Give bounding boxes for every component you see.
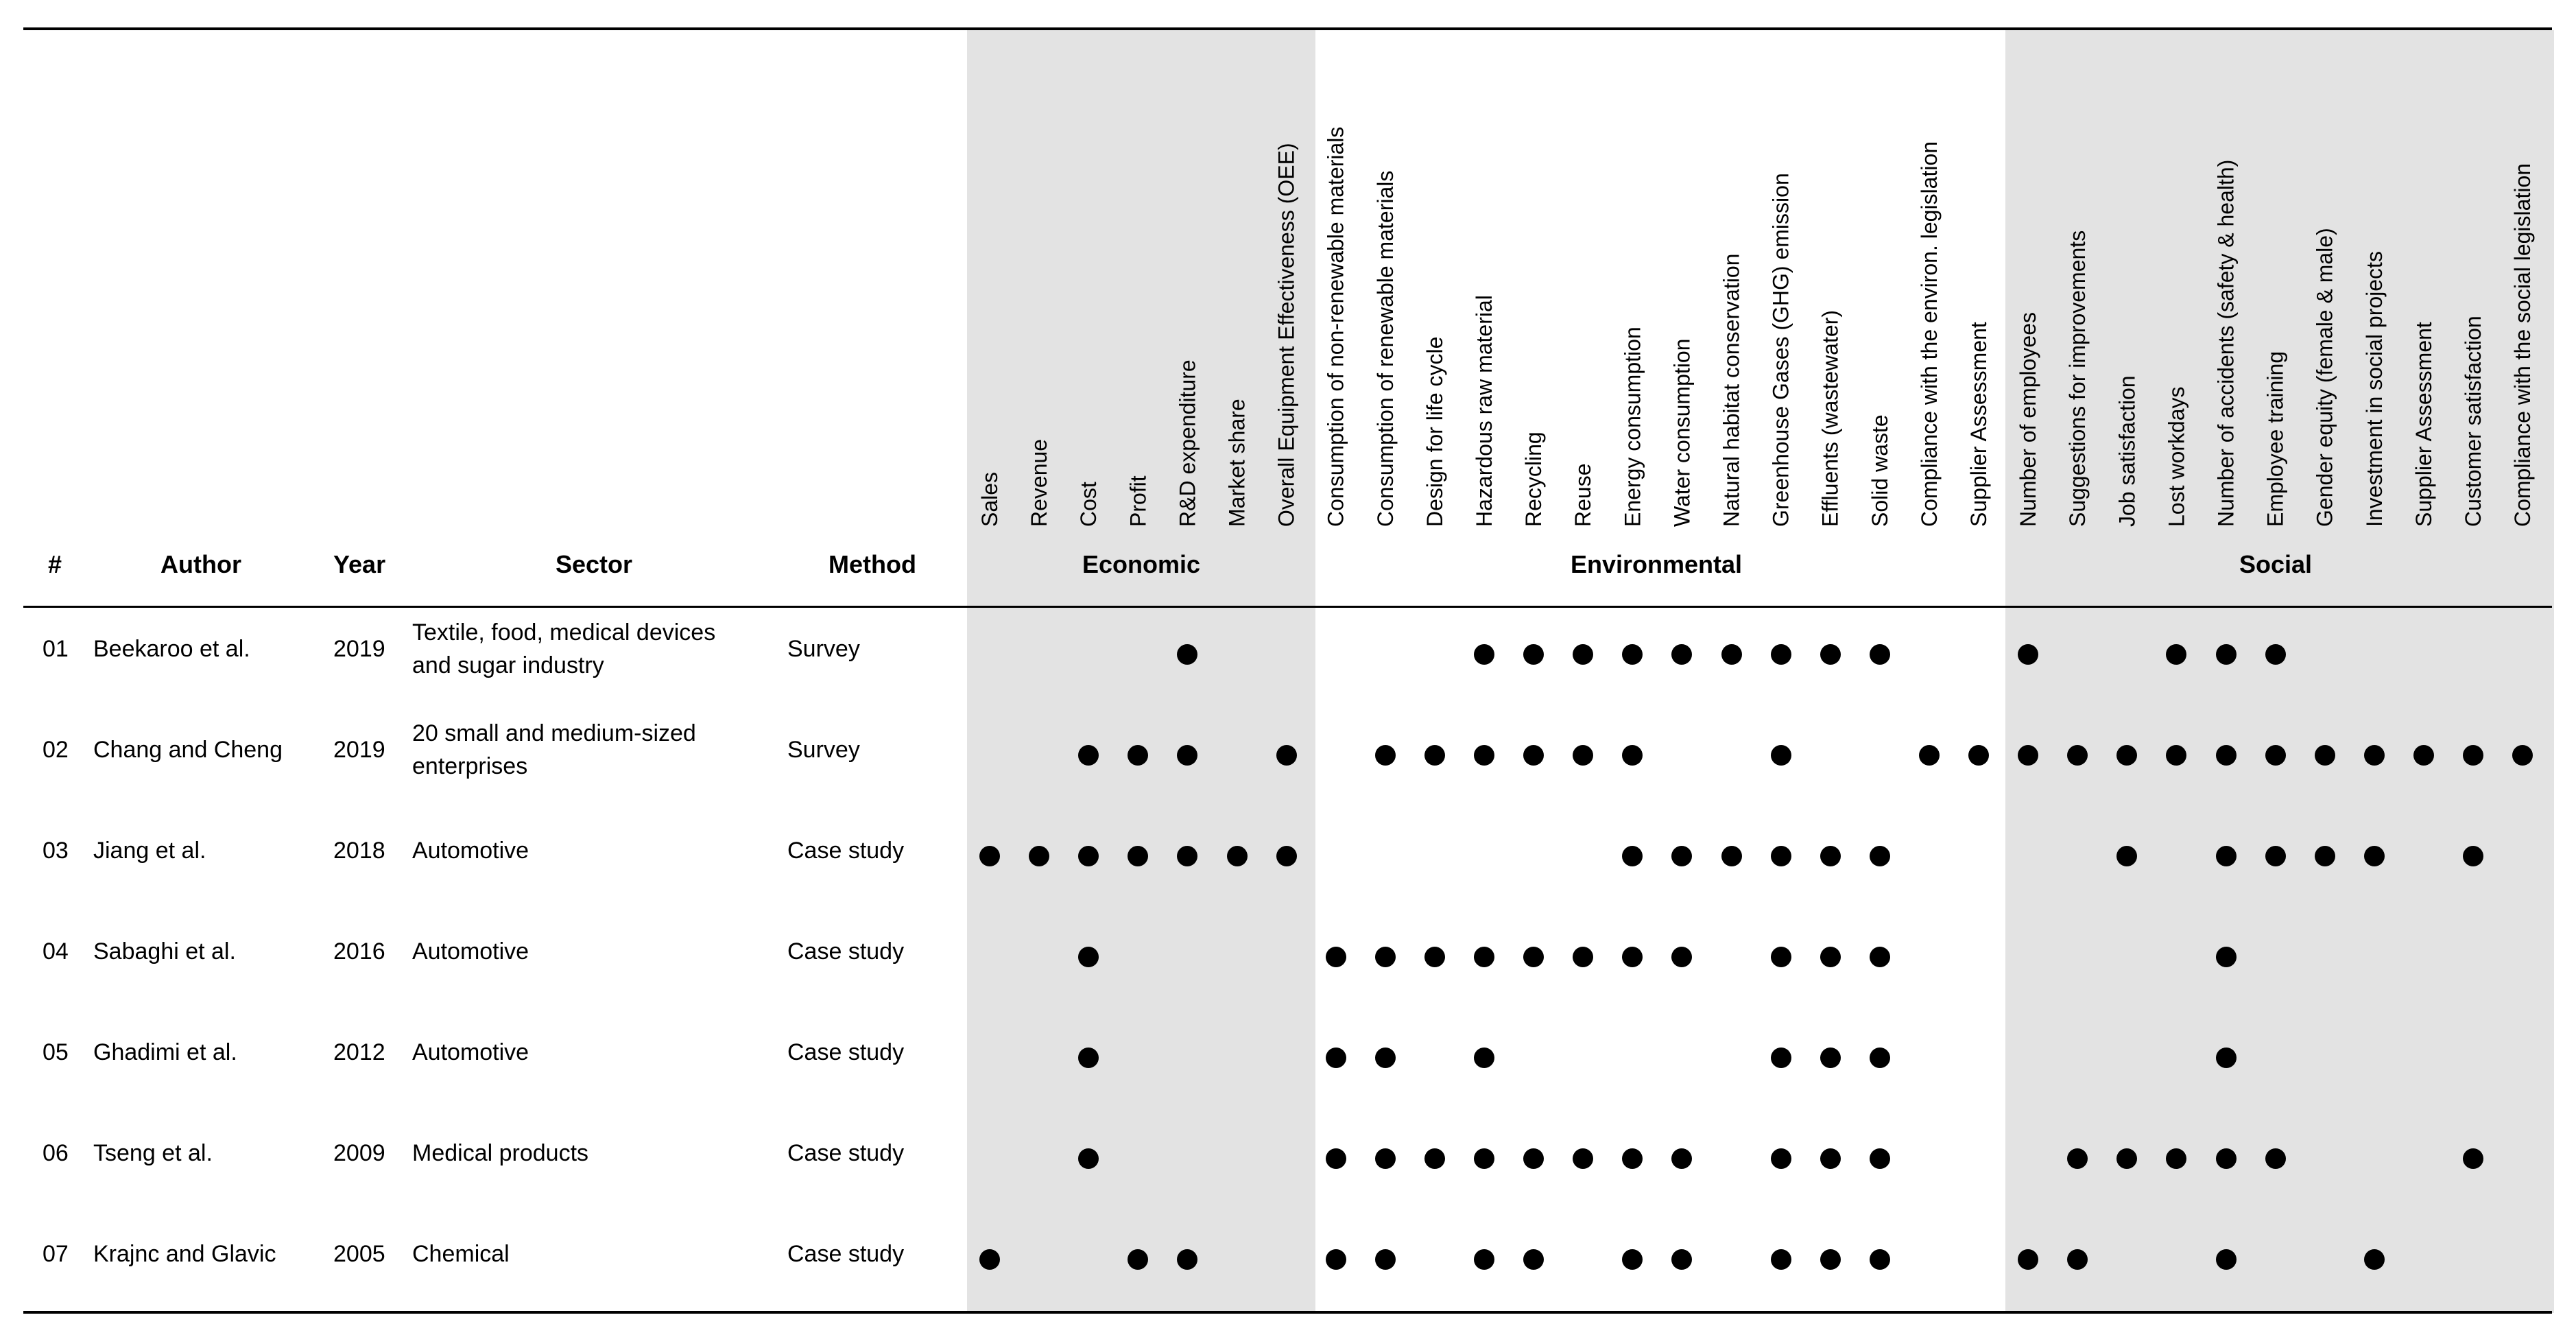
bottom-rule — [23, 1311, 2552, 1314]
indicator-mark-dot — [1078, 745, 1099, 766]
row-year: 2016 — [333, 938, 385, 965]
indicator-header: Number of employees — [2016, 311, 2041, 527]
indicator-mark-dot — [2463, 846, 2483, 866]
indicator-header: Profit — [1125, 475, 1151, 527]
indicator-mark-dot — [1820, 846, 1841, 866]
indicator-mark-dot — [1523, 1148, 1544, 1169]
indicator-mark-dot — [1771, 644, 1791, 665]
header-rule — [23, 606, 2552, 608]
indicator-header: Revenue — [1027, 438, 1052, 527]
row-number: 02 — [43, 737, 69, 763]
indicator-mark-dot — [1326, 1048, 1346, 1068]
row-method: Survey — [787, 636, 860, 662]
indicator-mark-dot — [2216, 644, 2237, 665]
indicator-mark-dot — [1424, 745, 1445, 766]
indicator-mark-dot — [1870, 1048, 1890, 1068]
indicator-mark-dot — [2364, 1249, 2385, 1270]
group-economic-label: Economic — [1082, 550, 1201, 578]
indicator-mark-dot — [2463, 1148, 2483, 1169]
row-number: 03 — [43, 838, 69, 864]
indicator-mark-dot — [1078, 947, 1099, 967]
indicator-mark-dot — [1474, 644, 1494, 665]
indicator-header: Consumption of renewable materials — [1372, 170, 1398, 527]
row-sector: Chemical — [412, 1241, 510, 1267]
indicator-mark-dot — [1820, 947, 1841, 967]
indicator-mark-dot — [1523, 1249, 1544, 1270]
row-number: 01 — [43, 636, 69, 662]
row-year: 2012 — [333, 1039, 385, 1065]
indicator-header: Compliance with the social legislation — [2510, 163, 2536, 527]
indicator-mark-dot — [1573, 644, 1593, 665]
indicator-mark-dot — [2216, 1249, 2237, 1270]
row-number: 04 — [43, 938, 69, 965]
row-author: Jiang et al. — [93, 838, 206, 864]
indicator-mark-dot — [1771, 1148, 1791, 1169]
row-number: 06 — [43, 1140, 69, 1166]
indicator-mark-dot — [1375, 745, 1396, 766]
indicator-header: Employee training — [2263, 351, 2288, 527]
indicator-mark-dot — [1622, 1249, 1643, 1270]
indicator-mark-dot — [2067, 745, 2088, 766]
indicator-mark-dot — [1326, 1148, 1346, 1169]
indicator-mark-dot — [1227, 846, 1248, 866]
indicator-mark-dot — [1870, 1249, 1890, 1270]
row-year: 2018 — [333, 838, 385, 864]
indicator-mark-dot — [2067, 1148, 2088, 1169]
header-number: # — [48, 550, 62, 578]
row-sector-line: and sugar industry — [412, 652, 604, 678]
indicator-mark-dot — [2216, 846, 2237, 866]
indicator-mark-dot — [1820, 1148, 1841, 1169]
indicator-mark-dot — [1771, 846, 1791, 866]
row-method: Case study — [787, 938, 905, 965]
row-number: 05 — [43, 1039, 69, 1065]
row-sector: Automotive — [412, 838, 529, 864]
indicator-header: Job satisfaction — [2114, 375, 2140, 527]
indicator-mark-dot — [2265, 745, 2286, 766]
row-year: 2005 — [333, 1241, 385, 1267]
row-author: Tseng et al. — [93, 1140, 213, 1166]
header-year: Year — [333, 550, 386, 578]
indicator-header: Compliance with the environ. legislation — [1916, 141, 1942, 527]
header-method: Method — [828, 550, 916, 578]
indicator-mark-dot — [1029, 846, 1049, 866]
indicator-mark-dot — [1870, 1148, 1890, 1169]
indicator-mark-dot — [1820, 1048, 1841, 1068]
indicator-mark-dot — [2315, 846, 2335, 866]
row-year: 2019 — [333, 636, 385, 662]
indicator-mark-dot — [2265, 846, 2286, 866]
row-year: 2019 — [333, 737, 385, 763]
indicator-mark-dot — [1622, 644, 1643, 665]
indicator-header: Hazardous raw material — [1472, 295, 1496, 527]
indicator-header: Market share — [1224, 399, 1250, 527]
indicator-mark-dot — [1326, 947, 1346, 967]
indicator-mark-dot — [2216, 745, 2237, 766]
indicator-mark-dot — [1622, 947, 1643, 967]
indicator-header: Reuse — [1571, 463, 1596, 527]
indicator-header: Investment in social projects — [2361, 251, 2387, 527]
indicator-mark-dot — [2265, 644, 2286, 665]
indicator-mark-dot — [1474, 1249, 1494, 1270]
indicator-mark-dot — [2018, 1249, 2038, 1270]
header-sector: Sector — [556, 550, 633, 578]
indicator-mark-dot — [1671, 1249, 1692, 1270]
indicator-header: Overall Equipment Effectiveness (OEE) — [1274, 143, 1299, 527]
header-author: Author — [160, 550, 241, 578]
indicator-header: Recycling — [1521, 431, 1547, 527]
indicator-mark-dot — [1771, 1048, 1791, 1068]
indicator-mark-dot — [979, 846, 1000, 866]
indicator-mark-dot — [1870, 846, 1890, 866]
row-sector-line: enterprises — [412, 753, 528, 779]
indicator-header: Natural habitat conservation — [1719, 253, 1744, 527]
top-rule — [23, 27, 2552, 30]
indicator-mark-dot — [2413, 745, 2434, 766]
row-sector-line: Textile, food, medical devices — [412, 619, 716, 646]
indicator-mark-dot — [1622, 1148, 1643, 1169]
indicator-header: Water consumption — [1669, 338, 1695, 527]
indicator-mark-dot — [1573, 745, 1593, 766]
row-author: Beekaroo et al. — [93, 636, 250, 662]
indicator-mark-dot — [1573, 1148, 1593, 1169]
indicator-mark-dot — [1820, 1249, 1841, 1270]
indicator-mark-dot — [1424, 1148, 1445, 1169]
row-method: Case study — [787, 838, 905, 864]
indicator-mark-dot — [1474, 947, 1494, 967]
indicator-mark-dot — [1326, 1249, 1346, 1270]
group-environmental-label: Environmental — [1571, 550, 1743, 578]
indicator-mark-dot — [2018, 745, 2038, 766]
indicator-mark-dot — [1622, 846, 1643, 866]
social-group-shading — [2005, 30, 2554, 1313]
indicator-mark-dot — [1375, 1249, 1396, 1270]
indicator-mark-dot — [1375, 1048, 1396, 1068]
indicator-mark-dot — [1375, 1148, 1396, 1169]
indicator-header: Cost — [1076, 482, 1101, 527]
row-sector: Automotive — [412, 1039, 529, 1065]
row-year: 2009 — [333, 1140, 385, 1166]
indicator-mark-dot — [1474, 1148, 1494, 1169]
indicator-mark-dot — [1671, 947, 1692, 967]
indicator-header: Lost workdays — [2164, 386, 2189, 527]
indicator-mark-dot — [2067, 1249, 2088, 1270]
indicator-mark-dot — [1474, 745, 1494, 766]
indicator-mark-dot — [2463, 745, 2483, 766]
row-method: Case study — [787, 1140, 905, 1166]
row-sector: Medical products — [412, 1140, 589, 1166]
indicator-mark-dot — [1523, 947, 1544, 967]
indicator-mark-dot — [1375, 947, 1396, 967]
indicator-mark-dot — [1671, 644, 1692, 665]
indicator-mark-dot — [2512, 745, 2533, 766]
indicator-mark-dot — [2216, 1048, 2237, 1068]
indicator-mark-dot — [1771, 947, 1791, 967]
indicator-mark-dot — [2216, 947, 2237, 967]
indicator-mark-dot — [1771, 1249, 1791, 1270]
indicator-mark-dot — [1573, 947, 1593, 967]
economic-group-shading — [967, 30, 1315, 1313]
row-author: Sabaghi et al. — [93, 938, 236, 965]
indicator-mark-dot — [2018, 644, 2038, 665]
indicator-mark-dot — [1671, 846, 1692, 866]
indicator-header: Supplier Assessment — [2411, 322, 2436, 527]
indicator-mark-dot — [1870, 644, 1890, 665]
row-author: Ghadimi et al. — [93, 1039, 237, 1065]
row-number: 07 — [43, 1241, 69, 1267]
indicator-mark-dot — [1078, 846, 1099, 866]
indicator-header: R&D expenditure — [1175, 359, 1200, 527]
indicator-mark-dot — [1276, 846, 1297, 866]
row-method: Case study — [787, 1039, 905, 1065]
indicator-mark-dot — [1523, 745, 1544, 766]
indicator-mark-dot — [1870, 947, 1890, 967]
indicator-mark-dot — [1078, 1148, 1099, 1169]
group-social-label: Social — [2239, 550, 2313, 578]
indicator-header: Solid waste — [1867, 414, 1892, 527]
row-method: Survey — [787, 737, 860, 763]
indicator-mark-dot — [979, 1249, 1000, 1270]
indicator-mark-dot — [1721, 846, 1742, 866]
indicator-mark-dot — [1523, 644, 1544, 665]
indicator-mark-dot — [1968, 745, 1989, 766]
indicator-header: Design for life cycle — [1422, 336, 1447, 527]
indicator-header: Supplier Assessment — [1966, 322, 1991, 527]
indicator-mark-dot — [2364, 846, 2385, 866]
indicator-mark-dot — [1276, 745, 1297, 766]
indicator-mark-dot — [2265, 1148, 2286, 1169]
indicator-mark-dot — [1078, 1048, 1099, 1068]
indicator-mark-dot — [1820, 644, 1841, 665]
row-method: Case study — [787, 1241, 905, 1267]
indicator-header: Consumption of non-renewable materials — [1323, 126, 1348, 527]
indicator-mark-dot — [1771, 745, 1791, 766]
indicator-mark-dot — [2315, 745, 2335, 766]
indicator-mark-dot — [1671, 1148, 1692, 1169]
row-sector: Automotive — [412, 938, 529, 965]
indicator-header: Sales — [977, 471, 1002, 527]
row-sector-line: 20 small and medium-sized — [412, 720, 696, 746]
row-author: Chang and Cheng — [93, 737, 283, 763]
indicator-mark-dot — [2364, 745, 2385, 766]
indicator-mark-dot — [1622, 745, 1643, 766]
indicator-mark-dot — [2216, 1148, 2237, 1169]
indicator-header: Customer satisfaction — [2461, 316, 2485, 527]
indicator-mark-dot — [1721, 644, 1742, 665]
row-author: Krajnc and Glavic — [93, 1241, 276, 1267]
indicator-header: Effluents (wastewater) — [1817, 310, 1843, 527]
indicator-header: Greenhouse Gases (GHG) emission — [1768, 173, 1793, 527]
indicator-header: Gender equity (female & male) — [2312, 228, 2337, 527]
indicator-mark-dot — [1919, 745, 1940, 766]
indicator-header: Number of accidents (safety & health) — [2213, 159, 2239, 527]
indicator-mark-dot — [1424, 947, 1445, 967]
indicator-mark-dot — [1474, 1048, 1494, 1068]
indicator-header: Suggestions for improvements — [2065, 230, 2090, 527]
indicator-header: Energy consumption — [1620, 327, 1645, 527]
